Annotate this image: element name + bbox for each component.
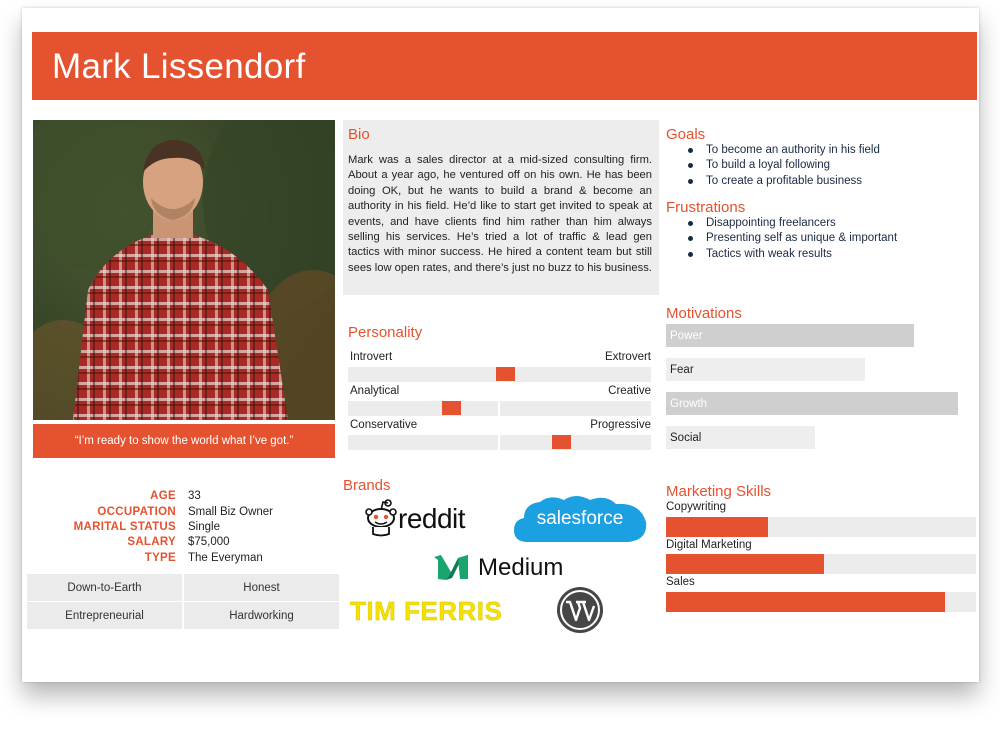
demographic-value: The Everyman	[188, 552, 263, 564]
wordpress-logo	[556, 586, 604, 634]
personality-left-label: Introvert	[350, 351, 393, 363]
personality-left-label: Analytical	[350, 385, 400, 397]
persona-quote: “I’m ready to show the world what I’ve got.”	[33, 424, 335, 458]
personality-marker	[496, 367, 515, 381]
personality-marker	[552, 435, 571, 449]
bio-text: Mark was a sales director at a mid-sized consulting firm. About a year ago, he ventured off on his own. He has been doing OK, but he wants to build a brand & become an authority in his field. He’d like to start get invited to speak at events, and have clients find him rather than him always selling his services. He’s tried a lot of traffic & lead gen tactics with minor success. He hired a content team but still sees low open rates, and there’s just no buzz to his business.	[348, 154, 652, 274]
goals-list	[666, 143, 966, 189]
motivation-bar-social	[666, 426, 815, 449]
trait-chip: Entrepreneurial	[27, 602, 182, 629]
skill-label: Copywriting	[666, 501, 727, 513]
motivation-bar-growth	[666, 392, 958, 415]
goal-item: To create a profitable business	[666, 174, 966, 189]
demographic-value: Single	[188, 521, 220, 533]
motivation-bar-power	[666, 324, 914, 347]
salesforce-logo	[512, 494, 648, 544]
persona-photo	[33, 120, 335, 420]
skill-track-sales	[666, 592, 976, 612]
personality-right-label: Progressive	[590, 419, 651, 431]
motivation-bar-fear	[666, 358, 865, 381]
bio-title: Bio	[348, 126, 370, 143]
skill-label: Sales	[666, 576, 695, 588]
frustration-item: Disappointing freelancers	[666, 216, 966, 231]
skill-track-digital-marketing	[666, 554, 976, 574]
persona-name: Mark Lissendorf	[52, 47, 306, 86]
motivation-label: Fear	[670, 363, 694, 376]
personality-right-label: Extrovert	[604, 351, 651, 363]
skill-label: Digital Marketing	[666, 539, 752, 551]
personality-track-introvert-extrovert	[348, 367, 651, 382]
tim-ferris-logo: TIM FERRIS	[350, 596, 503, 626]
demographic-key: AGE	[150, 490, 176, 502]
medium-logo	[434, 552, 574, 584]
goal-item: To become an authority in his field	[666, 143, 966, 158]
motivation-label: Social	[670, 431, 702, 444]
personality-track-analytical-creative	[348, 401, 651, 416]
brands-title: Brands	[343, 477, 391, 494]
motivations-title: Motivations	[666, 305, 742, 322]
demographic-value: 33	[188, 490, 201, 502]
personality-left-label: Conservative	[350, 419, 418, 431]
track-midpoint	[498, 401, 500, 416]
salesforce-wordmark: salesforce	[536, 508, 624, 529]
motivation-label: Growth	[670, 397, 708, 410]
motivation-label: Power	[670, 329, 703, 342]
trait-chip: Down-to-Earth	[27, 574, 182, 601]
frustrations-title: Frustrations	[666, 199, 746, 216]
persona-photo-illustration	[33, 120, 335, 420]
header-banner	[32, 32, 977, 100]
wordpress-icon	[556, 586, 604, 634]
skill-fill	[666, 554, 824, 574]
trait-chip: Hardworking	[184, 602, 339, 629]
personality-title: Personality	[348, 324, 423, 341]
medium-wordmark: Medium	[478, 554, 564, 581]
personality-marker	[442, 401, 461, 415]
frustrations-list	[666, 216, 966, 262]
reddit-logo	[364, 499, 484, 539]
track-midpoint	[498, 435, 500, 450]
reddit-alien-icon	[364, 499, 398, 537]
goals-title: Goals	[666, 126, 706, 143]
personality-right-label: Creative	[608, 385, 651, 397]
skills-title: Marketing Skills	[666, 483, 772, 500]
demographic-key: MARITAL STATUS	[73, 521, 176, 533]
skill-fill	[666, 517, 768, 537]
demographic-key: OCCUPATION	[97, 506, 176, 518]
trait-chip: Honest	[184, 574, 339, 601]
reddit-wordmark: reddit	[398, 503, 466, 534]
skill-track-copywriting	[666, 517, 976, 537]
demographic-value: Small Biz Owner	[188, 506, 273, 518]
frustration-item: Presenting self as unique & important	[666, 231, 966, 246]
goal-item: To build a loyal following	[666, 158, 966, 173]
demographic-value: $75,000	[188, 536, 230, 548]
demographic-key: SALARY	[127, 536, 176, 548]
demographic-key: TYPE	[144, 552, 176, 564]
personality-track-conservative-progressive	[348, 435, 651, 450]
medium-m-icon	[434, 554, 468, 580]
frustration-item: Tactics with weak results	[666, 247, 966, 262]
skill-fill	[666, 592, 945, 612]
